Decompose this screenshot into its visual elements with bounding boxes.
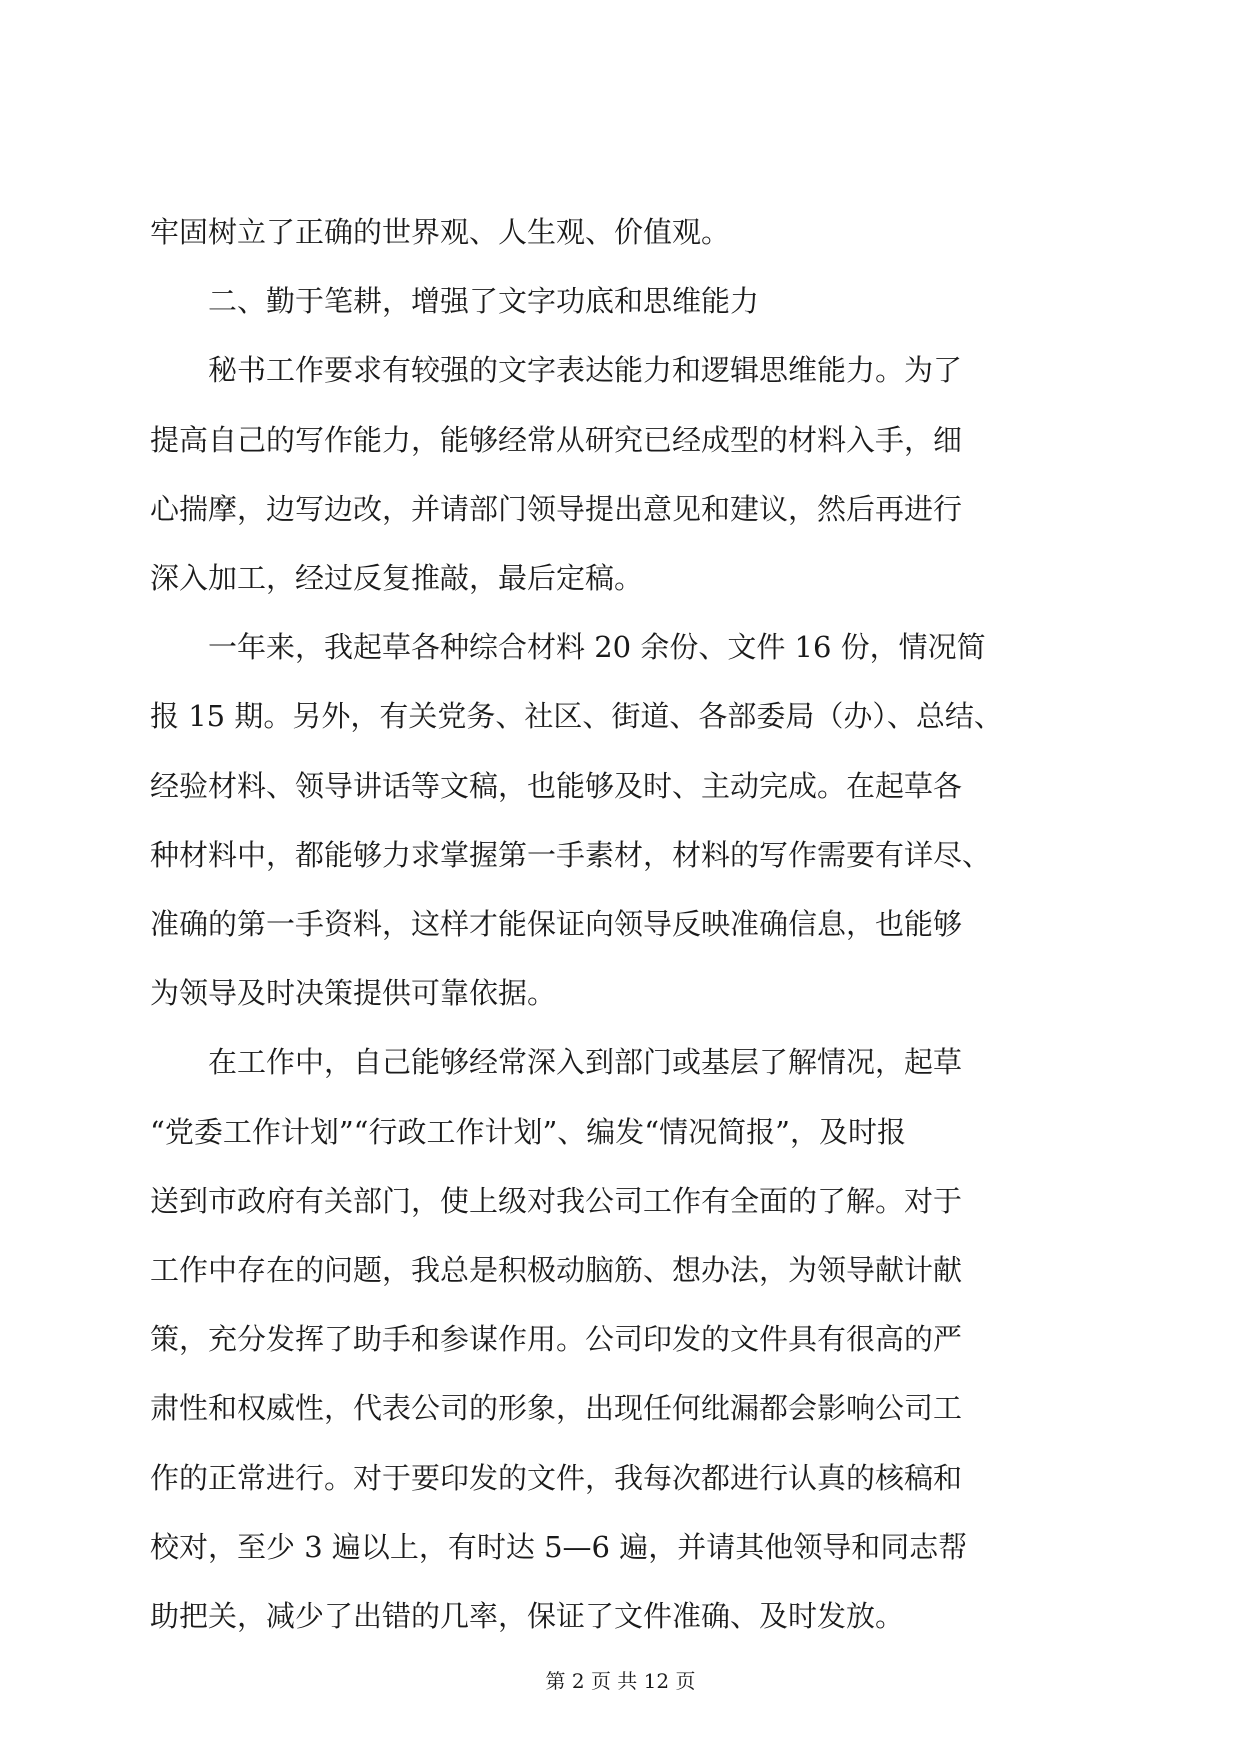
text-line: 校对，至少 3 遍以上，有时达 5—6 遍，并请其他领导和同志帮: [150, 1530, 968, 1564]
page-footer: 第 2 页 共 12 页: [545, 1669, 696, 1693]
text-line: 肃性和权威性，代表公司的形象，出现任何纰漏都会影响公司工: [150, 1391, 963, 1425]
text-line: 深入加工，经过反复推敲，最后定稿。: [150, 561, 644, 595]
text-line: 种材料中，都能够力求掌握第一手素材，材料的写作需要有详尽、: [150, 838, 992, 872]
text-line: 策，充分发挥了助手和参谋作用。公司印发的文件具有很高的严: [150, 1322, 963, 1356]
text-line: 经验材料、领导讲话等文稿，也能够及时、主动完成。在起草各: [150, 769, 963, 803]
text-line: 为领导及时决策提供可靠依据。: [150, 976, 557, 1010]
text-line: 提高自己的写作能力，能够经常从研究已经成型的材料入手，细: [150, 423, 963, 457]
text-line: 作的正常进行。对于要印发的文件，我每次都进行认真的核稿和: [150, 1461, 963, 1495]
text-line: 助把关，减少了出错的几率，保证了文件准确、及时发放。: [150, 1599, 905, 1633]
text-line: 一年来，我起草各种综合材料 20 余份、文件 16 份，情况简: [150, 630, 986, 664]
text-line: 心揣摩，边写边改，并请部门领导提出意见和建议，然后再进行: [150, 492, 963, 526]
text-line: 准确的第一手资料，这样才能保证向领导反映准确信息，也能够: [150, 907, 963, 941]
text-line: 秘书工作要求有较强的文字表达能力和逻辑思维能力。为了: [150, 353, 963, 387]
section-heading: 二、勤于笔耕，增强了文字功底和思维能力: [150, 284, 760, 318]
text-line: 工作中存在的问题，我总是积极动脑筋、想办法，为领导献计献: [150, 1253, 963, 1287]
text-line: 送到市政府有关部门，使上级对我公司工作有全面的了解。对于: [150, 1184, 963, 1218]
text-line: “党委工作计划”“行政工作计划”、编发“情况简报”，及时报: [150, 1115, 906, 1149]
text-line: 在工作中，自己能够经常深入到部门或基层了解情况，起草: [150, 1045, 963, 1079]
text-line: 牢固树立了正确的世界观、人生观、价值观。: [150, 215, 731, 249]
text-line: 报 15 期。另外，有关党务、社区、街道、各部委局（办）、总结、: [150, 699, 1003, 733]
